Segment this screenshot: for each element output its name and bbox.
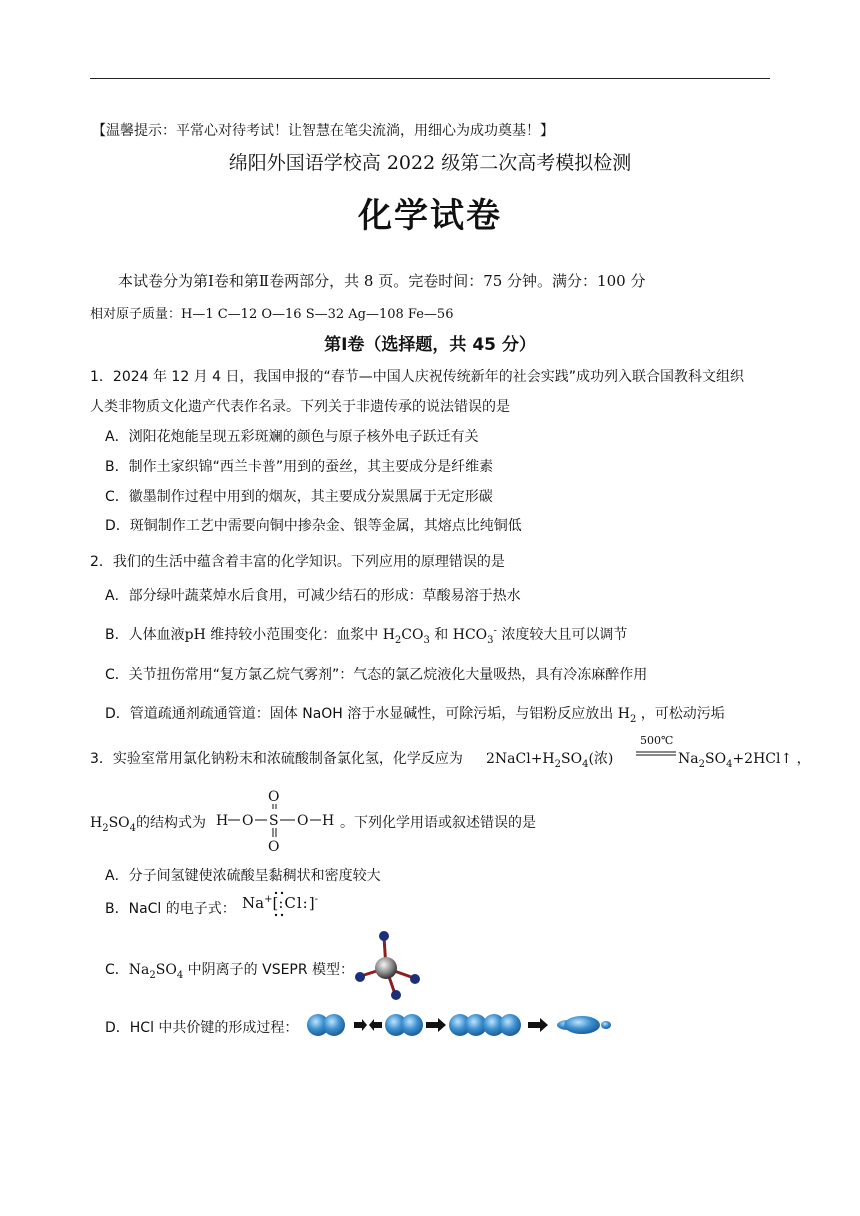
q2-b-mid: 维持较小范围变化：血浆中 bbox=[205, 627, 383, 643]
q1-option-a: A．浏阳花炮能呈现五彩斑斓的颜色与原子核外电子跃迁有关 bbox=[105, 429, 479, 445]
h2-formula: $H_2$ bbox=[617, 706, 637, 725]
h2co3-formula: $H_2CO_3$ bbox=[382, 627, 430, 646]
products: $Na_2SO_4+2HCl↑$ ， bbox=[678, 751, 811, 770]
q3-option-b: B．NaCl 的电子式： bbox=[105, 901, 236, 917]
q3-line1 bbox=[90, 748, 463, 768]
atom-s: S bbox=[269, 813, 279, 829]
h2so4-structure bbox=[212, 785, 342, 855]
warm-tip: 【温馨提示：平常心对待考试！让智慧在笔尖流淌，用细心为成功奠基！】 bbox=[92, 123, 554, 139]
q3-option-d: D．HCl 中共价键的形成过程： bbox=[105, 1020, 299, 1036]
q1-line1: 1．2024 年 12 月 4 日，我国申报的“春节—中国人庆祝传统新年的社会实践”成功列入联合国教科文组织 bbox=[90, 369, 745, 385]
h2so4-formula: $H_2SO_4$ bbox=[90, 815, 137, 834]
oxygen-ball bbox=[355, 972, 365, 982]
q2-d-post: ，可松动污垢 bbox=[636, 706, 725, 722]
q1-option-c: C．徽墨制作过程中用到的烟灰，其主要成分炭黑属于无定形碳 bbox=[105, 489, 493, 505]
atom-h-right: H bbox=[322, 813, 335, 829]
exam-subtitle: 绵阳外国语学校高 2022 级第二次高考模拟检测 bbox=[228, 152, 632, 174]
q2-line1: 2．我们的生活中蕴含着丰富的化学知识。下列应用的原理错误的是 bbox=[90, 554, 505, 570]
oxygen-ball bbox=[391, 990, 401, 1000]
q3-line2-post: 。下列化学用语或叙述错误的是 bbox=[340, 815, 536, 831]
q2-b-and: 和 bbox=[429, 627, 453, 643]
arrow-right-icon bbox=[426, 1018, 446, 1032]
atom-o-right: O bbox=[297, 813, 309, 829]
oxygen-ball bbox=[379, 931, 389, 941]
q1-line2: 人类非物质文化遗产代表作名录。下列关于非遗传承的说法错误的是 bbox=[90, 399, 510, 415]
arrow-right-icon bbox=[354, 1019, 367, 1031]
section-heading: 第Ⅰ卷（选择题，共 45 分） bbox=[324, 335, 536, 355]
q2-b-pre: B．人体血液 bbox=[105, 627, 185, 643]
hcl-bond-formation-diagram bbox=[306, 1008, 616, 1042]
arrow-right-icon bbox=[528, 1018, 548, 1032]
reactants: $2NaCl+H_2SO_4$(浓) bbox=[486, 751, 614, 770]
exam-title: 化学试卷 bbox=[358, 196, 502, 236]
q1-option-d: D．斑铜制作工艺中需要向铜中掺杂金、银等金属，其熔点比纯铜低 bbox=[105, 518, 522, 534]
q3-c-pre: C． bbox=[105, 962, 129, 978]
hco3-formula: $HCO_3^-$ bbox=[452, 625, 497, 646]
arrow-left-icon bbox=[369, 1019, 382, 1031]
vsepr-tetrahedral-model bbox=[348, 926, 428, 1002]
q2-option-a: A．部分绿叶蔬菜焯水后食用，可减少结石的形成：草酸易溶于热水 bbox=[105, 588, 521, 604]
q3-option-c bbox=[105, 959, 354, 981]
equals-sign bbox=[636, 751, 676, 757]
na2so4-formula: $Na_2SO_4$ bbox=[128, 962, 184, 981]
oxygen-ball bbox=[410, 974, 420, 984]
atom-o-left: O bbox=[242, 813, 254, 829]
q2-b-post: 浓度较大且可以调节 bbox=[496, 627, 628, 643]
q3-option-a: A．分子间氢键使浓硫酸呈黏稠状和密度较大 bbox=[105, 868, 381, 884]
q3-line2-pre: 的结构式为 bbox=[136, 815, 207, 831]
q2-b-ph: pH bbox=[184, 627, 206, 643]
top-rule bbox=[90, 78, 770, 79]
q2-option-b bbox=[105, 624, 627, 646]
sulfur-ball bbox=[375, 957, 397, 979]
q2-option-c: C．关节扭伤常用“复方氯乙烷气雾剂”：气态的氯乙烷液化大量吸热，具有冷冻麻醉作用 bbox=[105, 667, 648, 683]
q3-text: 3．实验室常用氯化钠粉末和浓硫酸制备氯化氢，化学反应为 bbox=[90, 751, 463, 767]
electron-dots bbox=[266, 890, 296, 918]
atom-o-top: O bbox=[268, 789, 280, 805]
reaction-condition: 500℃ bbox=[640, 734, 674, 747]
atomic-masses: 相对原子质量：H—1 C—12 O—16 S—32 Ag—108 Fe—56 bbox=[90, 307, 454, 322]
q2-d-pre: D．管道疏通剂疏通管道：固体 NaOH 溶于水显碱性，可除污垢，与铝粉反应放出 bbox=[105, 706, 618, 722]
q2-option-d bbox=[105, 703, 725, 725]
q3-line2 bbox=[90, 812, 206, 834]
q1-option-b: B．制作土家织锦“西兰卡普”用到的蚕丝，其主要成分是纤维素 bbox=[105, 459, 494, 475]
nacl-electron-formula: Na+[:Cl:]- bbox=[242, 894, 318, 912]
atom-h-left: H bbox=[216, 813, 229, 829]
exam-intro: 本试卷分为第Ⅰ卷和第Ⅱ卷两部分，共 8 页。完卷时间：75 分钟。满分：100 分 bbox=[118, 272, 646, 290]
q3-c-post: 中阴离子的 VSEPR 模型： bbox=[183, 962, 355, 978]
atom-o-bottom: O bbox=[268, 839, 280, 855]
